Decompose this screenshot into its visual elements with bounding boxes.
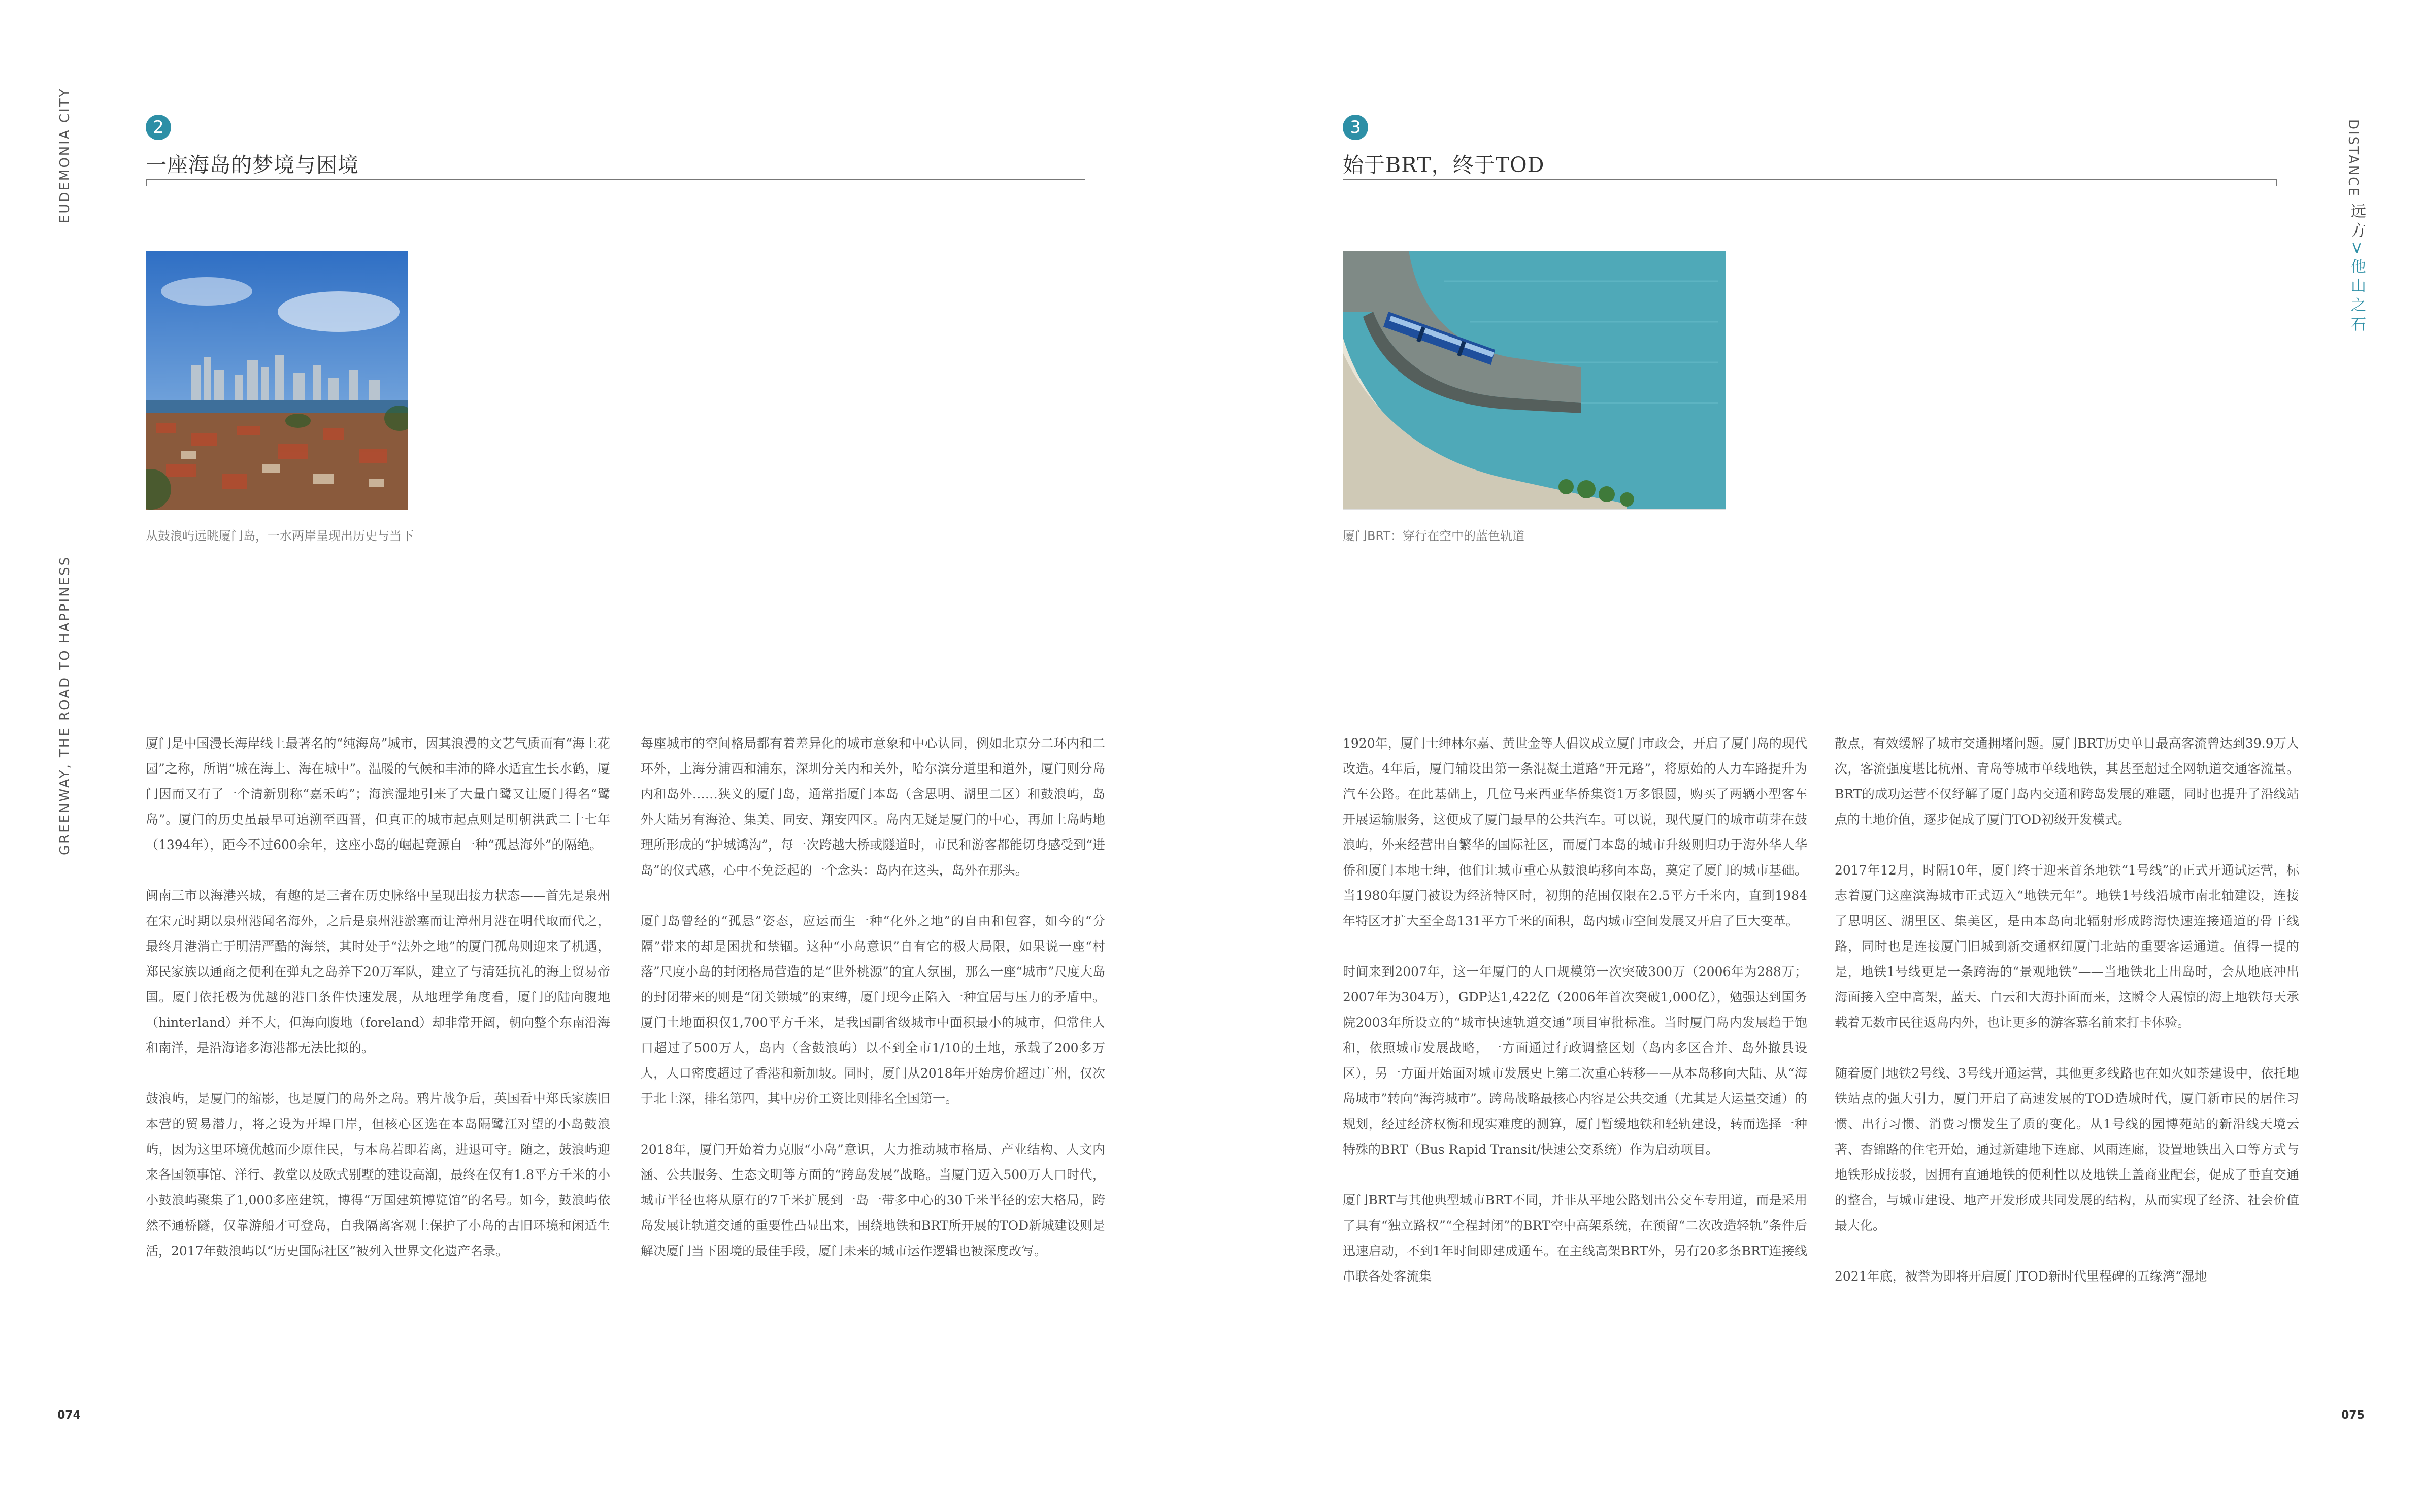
section-number-badge: 3: [1343, 115, 1368, 140]
paragraph: 厦门岛曾经的“孤悬”姿态，应运而生一种“化外之地”的自由和包容，如今的“分隔”带来的却是困扰和禁锢。这种“小岛意识”自有它的极大局限，如果说一座“村落”尺度小岛的封闭格局营造的是“世外桃源”的宜人氛围，那么一座“城市”尺度大岛的封闭带来的则是“闭关锁城”的束缚，厦门现今正陷入一种宜居与压力的矛盾中。厦门土地面积仅1,700平方千米，是我国副省级城市中面积最小的城市，但常住人口超过了500万人，岛内（含鼓浪屿）以不到全市1/10的土地，承载了200多万人，人口密度超过了香港和新加坡。同时，厦门从2018年开始房价超过广州，仅次于北上深，排名第四，其中房价工资比则排名全国第一。: [641, 914, 1105, 1106]
paragraph: 鼓浪屿，是厦门的缩影，也是厦门的岛外之岛。鸦片战争后，英国看中郑氏家族旧本营的贸易潜力，将之设为开埠口岸，但核心区选在本岛隔鹭江对望的小岛鼓浪屿，因为这里环境优越而少原住民，与本岛若即若离，进退可守。随之，鼓浪屿迎来各国领事馆、洋行、教堂以及欧式别墅的建设高潮，最终在仅有1.8平方千米的小小鼓浪屿聚集了1,000多座建筑，博得“万国建筑博览馆”的名号。如今，鼓浪屿依然不通桥隧，仅靠游船才可登岛，自我隔离客观上保护了小岛的古旧环境和闲适生活，2017年鼓浪屿以“历史国际社区”被列入世界文化遗产名录。: [146, 1091, 610, 1258]
section-title: 一座海岛的梦境与困境: [146, 153, 359, 177]
left-column-1: [146, 731, 610, 1289]
paragraph: 厦门BRT与其他典型城市BRT不同，并非从平地公路划出公交车专用道，而是采用了具有“独立路权”“全程封闭”的BRT空中高架系统，在预留“二次改造轻轨”条件后迅速启动，不到1年时间即建成通车。在主线高架BRT外，另有20多条BRT连接线串联各处客流集: [1343, 1193, 1807, 1284]
title-rule: [146, 179, 1085, 180]
right-column-4: [1835, 731, 2299, 1315]
section-title: 始于BRT，终于TOD: [1343, 153, 1545, 177]
title-rule-tick: [146, 179, 147, 186]
paragraph: 2017年12月，时隔10年，厦门终于迎来首条地铁“1号线”的正式开通试运营，标志着厦门这座滨海城市正式迈入“地铁元年”。地铁1号线沿城市南北轴建设，连接了思明区、湖里区、集美区，是由本岛向北辐射形成跨海快速连接通道的骨干线路，同时也是连接厦门旧城到新交通枢纽厦门北站的重要客运通道。值得一提的是，地铁1号线更是一条跨海的“景观地铁”——当地铁北上出岛时，会从地底冲出海面接入空中高架，蓝天、白云和大海扑面而来，这瞬令人震惊的海上地铁每天承载着无数市民往返岛内外，也让更多的游客慕名前来打卡体验。: [1835, 863, 2299, 1030]
section-label-accent: >他山之石: [2348, 242, 2366, 336]
title-rule: [1343, 179, 2277, 180]
page-number-left: 074: [57, 1409, 81, 1422]
section-label: [2345, 203, 2368, 335]
paragraph: 随着厦门地铁2号线、3号线开通运营，其他更多线路也在如火如荼建设中，依托地铁站点的强大引力，厦门开启了高速发展的TOD造城时代，厦门新市民的居住习惯、出行习惯、消费习惯发生了质的变化。从1号线的园博苑站的新沿线天境云著、杏锦路的住宅开始，通过新建地下连廊、风雨连廊，设置地铁出入口等方式与地铁形成接驳，因拥有直通地铁的便利性以及地铁上盖商业配套，促成了垂直交通的整合，与城市建设、地产开发形成共同发展的结构，从而实现了经济、社会价值最大化。: [1835, 1066, 2299, 1233]
left-photo-caption: 从鼓浪屿远眺厦门岛，一水两岸呈现出历史与当下: [146, 529, 414, 543]
section-label-main: 远方: [2348, 203, 2366, 242]
right-photo-caption: 厦门BRT：穿行在空中的蓝色轨道: [1343, 529, 1525, 543]
brt-photo: [1343, 251, 1726, 510]
running-head-mid: GREENWAY, THE ROAD TO HAPPINESS: [57, 555, 73, 855]
title-rule-tick: [2276, 179, 2277, 186]
paragraph: 时间来到2007年，这一年厦门的人口规模第一次突破300万（2006年为288万；2007年为304万），GDP达1,422亿（2006年首次突破1,000亿），勉强达到国务院2003年所设立的“城市快速轨道交通”项目审批标准。当时厦门岛内发展趋于饱和，依照城市发展战略，一方面通过行政调整区划（岛内多区合并、岛外撤县设区），另一方面开始面对城市发展史上第二次重心转移——从本岛移向大陆、从“海岛城市”转向“海湾城市”。跨岛战略最核心内容是公共交通（尤其是大运量交通）的规划，经过经济权衡和现实难度的测算，厦门暂缓地铁和轻轨建设，转而选择一种特殊的BRT（Bus Rapid Transit/快速公交系统）作为启动项目。: [1343, 964, 1807, 1157]
paragraph: 1920年，厦门士绅林尔嘉、黄世金等人倡议成立厦门市政会，开启了厦门岛的现代改造。4年后，厦门辅设出第一条混凝土道路“开元路”，将原始的人力车路提升为汽车公路。在此基础上，几位马来西亚华侨集资1万多银圆，购买了两辆小型客车开展运输服务，这便成了厦门最早的公共汽车。可以说，现代厦门的城市萌芽在鼓浪屿，外来经营出自繁华的国际社区，而厦门本岛的城市升级则归功于海外华人华侨和厦门本地士绅，他们让城市重心从鼓浪屿移向本岛，奠定了厦门的城市基础。当1980年厦门被设为经济特区时，初期的范围仅限在2.5平方千米内，直到1984年特区才扩大至全岛131平方千米的面积，岛内城市空间发展又开启了巨大变革。: [1343, 736, 1807, 928]
page-number-right: 075: [2341, 1409, 2365, 1422]
paragraph: 每座城市的空间格局都有着差异化的城市意象和中心认同，例如北京分二环内和二环外，上海分浦西和浦东，深圳分关内和关外，哈尔滨分道里和道外，厦门则分岛内和岛外……狭义的厦门岛，通常指厦门本岛（含思明、湖里二区）和鼓浪屿，岛外大陆另有海沧、集美、同安、翔安四区。岛内无疑是厦门的中心，再加上岛屿地理所形成的“护城鸿沟”，每一次跨越大桥或隧道时，市民和游客都能切身感受到“进岛”的仪式感，心中不免泛起的一个念头：岛内在这头，岛外在那头。: [641, 736, 1105, 878]
gulangyu-photo: [146, 251, 408, 510]
paragraph: 厦门是中国漫长海岸线上最著名的“纯海岛”城市，因其浪漫的文艺气质而有“海上花园”之称，所谓“城在海上、海在城中”。温暖的气候和丰沛的降水适宜生长水鹤，厦门因而又有了一个清新别称“嘉禾屿”；海滨湿地引来了大量白鹭又让厦门得名“鹭岛”。厦门的历史虽最早可追溯至西晋，但真正的城市起点则是明朝洪武二十七年（1394年），距今不过600余年，这座小岛的崛起竟源自一种“孤悬海外”的隔绝。: [146, 736, 610, 852]
paragraph: 2021年底，被誉为即将开启厦门TOD新时代里程碑的五缘湾“湿地: [1835, 1269, 2207, 1284]
paragraph: 2018年，厦门开始着力克服“小岛”意识，大力推动城市格局、产业结构、人文内涵、公共服务、生态文明等方面的“跨岛发展”战略。当厦门迈入500万人口时代，城市半径也将从原有的7千米扩展到一岛一带多中心的30千米半径的宏大格局，跨岛发展让轨道交通的重要性凸显出来，围绕地铁和BRT所开展的TOD新城建设则是解决厦门当下困境的最佳手段，厦门未来的城市运作逻辑也被深度改写。: [641, 1142, 1105, 1258]
paragraph: 散点，有效缓解了城市交通拥堵问题。厦门BRT历史单日最高客流曾达到39.9万人次，客流强度堪比杭州、青岛等城市单线地铁，其甚至超过全网轨道交通客流量。BRT的成功运营不仅纾解了厦门岛内交通和跨岛发展的难题，同时也提升了沿线站点的土地价值，逐步促成了厦门TOD初级开发模式。: [1835, 736, 2299, 827]
section-number-badge: 2: [146, 115, 171, 140]
paragraph: 闽南三市以海港兴城，有趣的是三者在历史脉络中呈现出接力状态——首先是泉州在宋元时期以泉州港闻名海外，之后是泉州港淤塞而让漳州月港在明代取而代之，最终月港消亡于明清严酷的海禁，其时处于“法外之地”的厦门孤岛则迎来了机遇，郑民家族以通商之便利在弹丸之岛养下20万军队，建立了与清廷抗礼的海上贸易帝国。厦门依托极为优越的港口条件快速发展，从地理学角度看，厦门的陆向腹地（hinterland）并不大，但海向腹地（foreland）却非常开阔，朝向整个东南沿海和南洋，是沿海诸多海港都无法比拟的。: [146, 888, 610, 1055]
running-head-right: DISTANCE: [2345, 119, 2361, 197]
right-column-3: [1343, 731, 1807, 1315]
left-column-2: [641, 731, 1105, 1289]
running-head-top: EUDEMONIA CITY: [57, 87, 73, 223]
